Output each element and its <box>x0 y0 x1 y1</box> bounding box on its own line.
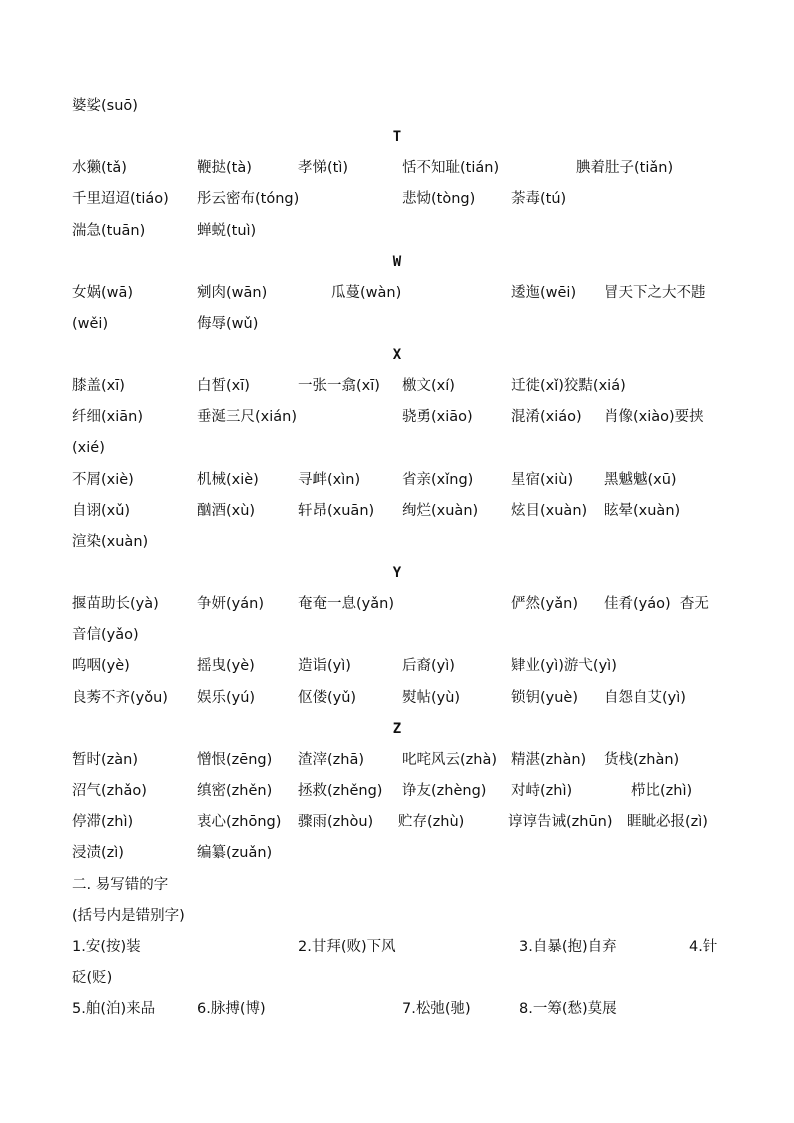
entry-line <box>0 592 794 616</box>
entry-line <box>0 779 794 803</box>
entry-line <box>0 654 794 678</box>
entry-line <box>0 281 794 305</box>
entry: 谆谆告诫(zhūn) <box>508 814 613 830</box>
entry: 自诩(xǔ) <box>72 503 131 519</box>
item-line <box>0 966 794 990</box>
entry: 湍急(tuān) <box>72 223 146 239</box>
entry: 渲染(xuàn) <box>72 534 149 550</box>
entry: 造诣(yì) <box>298 658 351 674</box>
entry: 精湛(zhàn) <box>511 752 587 768</box>
entry: 憎恨(zēng) <box>197 752 273 768</box>
entry: 绚烂(xuàn) <box>402 503 479 519</box>
entry: 肄业(yì)游弋(yì) <box>511 658 617 674</box>
entry-line <box>0 219 794 243</box>
entry: 一张一翕(xī) <box>298 378 380 394</box>
entry: 停滞(zhì) <box>72 814 134 830</box>
entry: 音信(yǎo) <box>72 627 139 643</box>
note-line <box>0 904 794 928</box>
entry: 眩晕(xuàn) <box>604 503 681 519</box>
entry-line <box>0 499 794 523</box>
entry-line <box>0 156 794 180</box>
entry-line <box>0 623 794 647</box>
entry: 奄奄一息(yǎn) <box>298 596 394 612</box>
entry: 荼毒(tú) <box>511 191 567 207</box>
entry: 俨然(yǎn) <box>511 596 578 612</box>
entry: 缜密(zhěn) <box>197 783 273 799</box>
entry: 檄文(xí) <box>402 378 455 394</box>
item: 砭(贬) <box>72 970 113 986</box>
entry: 千里迢迢(tiáo) <box>72 191 169 207</box>
entry-line <box>0 405 794 429</box>
entry: (xié) <box>72 440 105 456</box>
entry: 对峙(zhì) <box>511 783 573 799</box>
entry: 揠苗助长(yà) <box>72 596 159 612</box>
entry: 混淆(xiáo) <box>511 409 582 425</box>
entry: 彤云密布(tóng) <box>197 191 300 207</box>
entry: 货栈(zhàn) <box>604 752 680 768</box>
entry: 争妍(yán) <box>197 596 264 612</box>
entry: 栉比(zhì) <box>631 783 693 799</box>
entry: 拯救(zhěng) <box>298 783 383 799</box>
entry: (wěi) <box>72 316 109 332</box>
entry: 悲恸(tòng) <box>402 191 476 207</box>
entry: 星宿(xiù) <box>511 472 574 488</box>
entry: 纤细(xiān) <box>72 409 143 425</box>
entry-line <box>0 436 794 460</box>
entry: 佳肴(yáo) 杳无 <box>604 596 709 612</box>
entry: 轩昂(xuān) <box>298 503 375 519</box>
entry: 熨帖(yù) <box>402 690 461 706</box>
item-line <box>0 997 794 1021</box>
entry: 酗酒(xù) <box>197 503 256 519</box>
entry: 娱乐(yú) <box>197 690 256 706</box>
note: (括号内是错别字) <box>72 908 185 924</box>
entry: 叱咤风云(zhà) <box>402 752 498 768</box>
entry: 贮存(zhù) <box>398 814 465 830</box>
entry: 逶迤(wēi) <box>511 285 577 301</box>
section-title: 二. 易写错的字 <box>72 877 169 893</box>
item: 7.松弛(驰) <box>402 1001 471 1017</box>
item-line <box>0 935 794 959</box>
entry: 暂时(zàn) <box>72 752 139 768</box>
entry-line <box>0 94 794 118</box>
entry: 垂涎三尺(xián) <box>197 409 297 425</box>
entry: 自怨自艾(yì) <box>604 690 686 706</box>
entry-line <box>0 312 794 336</box>
entry-line <box>0 748 794 772</box>
entry: 迁徙(xǐ)狡黠(xiá) <box>511 378 626 394</box>
entry-line <box>0 810 794 834</box>
entry: 水獭(tǎ) <box>72 160 127 176</box>
entry-line <box>0 686 794 710</box>
entry: 蝉蜕(tuì) <box>197 223 257 239</box>
entry: 锁钥(yuè) <box>511 690 579 706</box>
item: 6.脉搏(博) <box>197 1001 266 1017</box>
entry: 渣滓(zhā) <box>298 752 365 768</box>
entry: 腆着肚子(tiǎn) <box>576 160 674 176</box>
entry: 沼气(zhǎo) <box>72 783 147 799</box>
item: 5.舶(泊)来品 <box>72 1001 156 1017</box>
entry-line <box>0 187 794 211</box>
item: 3.自暴(抱)自弃 <box>519 939 617 955</box>
entry: 黑魆魆(xū) <box>604 472 677 488</box>
entry: 骤雨(zhòu) <box>298 814 374 830</box>
entry: 炫目(xuàn) <box>511 503 588 519</box>
entry: 瓜蔓(wàn) <box>331 285 402 301</box>
entry: 女娲(wā) <box>72 285 134 301</box>
section-letter-t: T <box>392 129 402 145</box>
entry: 婆娑(suō) <box>72 98 138 114</box>
entry: 鞭挞(tà) <box>197 160 252 176</box>
entry-line <box>0 374 794 398</box>
entry: 浸渍(zì) <box>72 845 124 861</box>
entry: 恬不知耻(tián) <box>402 160 500 176</box>
entry: 骁勇(xiāo) <box>402 409 473 425</box>
entry: 剜肉(wān) <box>197 285 268 301</box>
entry-line <box>0 530 794 554</box>
entry: 膝盖(xī) <box>72 378 125 394</box>
entry: 寻衅(xìn) <box>298 472 361 488</box>
entry: 摇曳(yè) <box>197 658 255 674</box>
entry: 不屑(xiè) <box>72 472 134 488</box>
entry: 良莠不齐(yǒu) <box>72 690 168 706</box>
section-letter-y: Y <box>392 565 402 581</box>
entry-line <box>0 841 794 865</box>
item: 8.一筹(愁)莫展 <box>519 1001 617 1017</box>
entry: 睚眦必报(zì) <box>627 814 708 830</box>
entry: 后裔(yì) <box>402 658 455 674</box>
entry: 机械(xiè) <box>197 472 259 488</box>
entry: 肖像(xiào)要挟 <box>604 409 704 425</box>
item: 2.甘拜(败)下风 <box>298 939 396 955</box>
entry: 孝悌(tì) <box>298 160 349 176</box>
entry: 衷心(zhōng) <box>197 814 282 830</box>
section-letter-w: W <box>392 254 402 270</box>
entry: 省亲(xǐng) <box>402 472 474 488</box>
section-letter-z: Z <box>392 721 402 737</box>
entry: 伛偻(yǔ) <box>298 690 357 706</box>
section-heading <box>0 873 794 897</box>
entry: 编纂(zuǎn) <box>197 845 273 861</box>
entry: 诤友(zhèng) <box>402 783 487 799</box>
entry: 侮辱(wǔ) <box>197 316 259 332</box>
entry: 冒天下之大不韪 <box>604 285 706 301</box>
item: 1.安(按)装 <box>72 939 141 955</box>
entry-line <box>0 468 794 492</box>
entry: 白皙(xī) <box>197 378 250 394</box>
entry: 呜咽(yè) <box>72 658 130 674</box>
item: 4.针 <box>689 939 718 955</box>
section-letter-x: X <box>392 347 402 363</box>
